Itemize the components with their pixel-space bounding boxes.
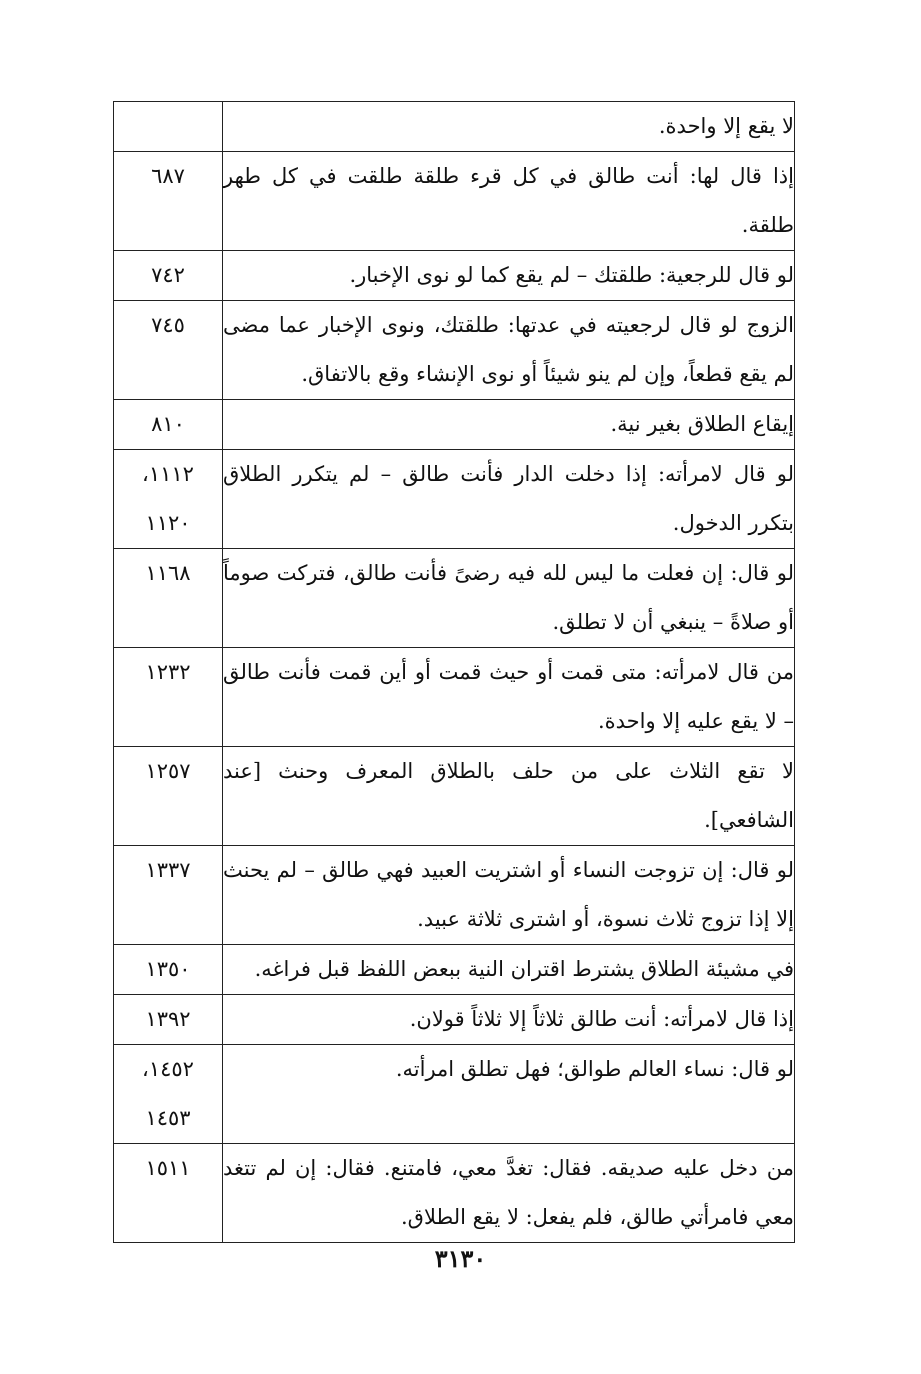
reference-number: ١٤٥٣ (145, 1106, 191, 1130)
ruling-text-cell: لا يقع إلا واحدة. (223, 102, 795, 152)
reference-number: ١١٦٨ (145, 561, 191, 585)
reference-number: ٨١٠ (151, 412, 185, 436)
table-row (114, 945, 795, 995)
reference-number-cell (114, 400, 223, 450)
reference-number: ١١١٢، (142, 462, 194, 486)
reference-number: ١٣٥٠ (145, 957, 191, 981)
ruling-text-cell: الزوج لو قال لرجعيته في عدتها: طلقتك، ونوى الإخبار عما مضى لم يقع قطعاً، وإن لم ينو شيئاً أو نوى الإنشاء وقع بالاتفاق. (223, 301, 795, 400)
reference-number: ١٢٥٧ (145, 759, 191, 783)
ruling-text-cell: إذا قال لها: أنت طالق في كل قرء طلقة طلقت في كل طهر طلقة. (223, 152, 795, 251)
ruling-text-cell: في مشيئة الطلاق يشترط اقتران النية ببعض اللفظ قبل فراغه. (223, 945, 795, 995)
ruling-text-cell: لو قال: نساء العالم طوالق؛ فهل تطلق امرأته. (223, 1045, 795, 1144)
table-row (114, 301, 795, 400)
ruling-text-cell: لا تقع الثلاث على من حلف بالطلاق المعرف وحنث [عند الشافعي]. (223, 747, 795, 846)
page-number: ٣١٣٠ (434, 1244, 487, 1273)
reference-number-cell (114, 450, 223, 549)
table-row (114, 995, 795, 1045)
reference-number: ١٥١١ (145, 1156, 191, 1180)
reference-number: ٦٨٧ (151, 164, 185, 188)
index-table-body (114, 102, 795, 1243)
index-table (113, 101, 795, 1243)
table-row (114, 846, 795, 945)
reference-number: ١٢٣٢ (145, 660, 191, 684)
table-row (114, 1144, 795, 1243)
table-row (114, 450, 795, 549)
reference-number: ١٤٥٢، (142, 1057, 194, 1081)
ruling-text-cell: إذا قال لامرأته: أنت طالق ثلاثاً إلا ثلاثاً قولان. (223, 995, 795, 1045)
reference-number-cell (114, 846, 223, 945)
reference-number-cell (114, 301, 223, 400)
reference-number-cell (114, 648, 223, 747)
reference-number-cell (114, 945, 223, 995)
ruling-text-cell: لو قال: إن فعلت ما ليس لله فيه رضىً فأنت طالق، فتركت صوماً أو صلاةً – ينبغي أن لا تطلق. (223, 549, 795, 648)
table-row (114, 152, 795, 251)
reference-number-cell (114, 251, 223, 301)
reference-number-cell (114, 1045, 223, 1144)
reference-number-cell (114, 152, 223, 251)
reference-number-cell (114, 549, 223, 648)
reference-number: ١٣٣٧ (145, 858, 191, 882)
reference-number: ٧٤٢ (151, 263, 185, 287)
reference-number-cell (114, 995, 223, 1045)
reference-number-cell (114, 102, 223, 152)
ruling-text-cell: من دخل عليه صديقه. فقال: تغدَّ معي، فامتنع. فقال: إن لم تتغد معي فامرأتي طالق، فلم يفعل: لا يقع الطلاق. (223, 1144, 795, 1243)
reference-number: ٧٤٥ (151, 313, 185, 337)
table-row (114, 747, 795, 846)
table-row (114, 549, 795, 648)
ruling-text-cell: من قال لامرأته: متى قمت أو حيث قمت أو أين قمت فأنت طالق – لا يقع عليه إلا واحدة. (223, 648, 795, 747)
reference-number: ١٣٩٢ (145, 1007, 191, 1031)
reference-number: ١١٢٠ (145, 511, 191, 535)
ruling-text-cell: لو قال لامرأته: إذا دخلت الدار فأنت طالق – لم يتكرر الطلاق بتكرر الدخول. (223, 450, 795, 549)
reference-number-cell (114, 1144, 223, 1243)
ruling-text-cell: إيقاع الطلاق بغير نية. (223, 400, 795, 450)
ruling-text-cell: لو قال للرجعية: طلقتك – لم يقع كما لو نوى الإخبار. (223, 251, 795, 301)
table-row (114, 251, 795, 301)
reference-number-cell (114, 747, 223, 846)
table-row (114, 102, 795, 152)
table-row (114, 1045, 795, 1144)
table-row (114, 648, 795, 747)
table-row (114, 400, 795, 450)
ruling-text-cell: لو قال: إن تزوجت النساء أو اشتريت العبيد فهي طالق – لم يحنث إلا إذا تزوج ثلاث نسوة، أو اشترى ثلاثة عبيد. (223, 846, 795, 945)
